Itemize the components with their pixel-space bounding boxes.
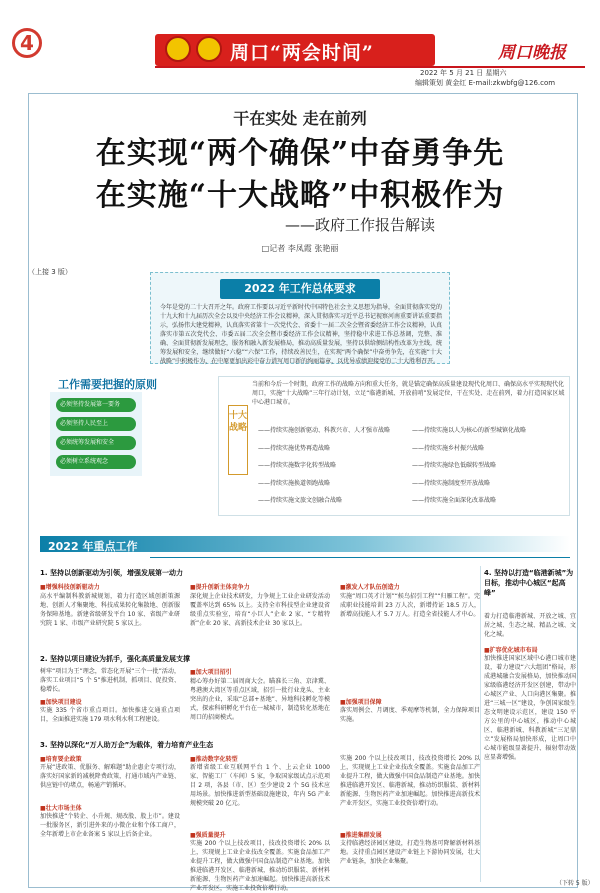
strategy-item: ——持续实施创新驱动、科教兴市、人才强市战略 (258, 427, 391, 434)
principle-item: 必须坚持人民至上 (56, 417, 136, 431)
strategy-item: ——持续实施换道领跑战略 (258, 480, 331, 487)
body-text: 加快推进“个转企、小升规、规改股、股上市”。建设一批服务区，新引进外来的小微企业和个体工商户，全年新增上市企业备案 5 家以上后备企业。 (40, 813, 180, 838)
national-emblem-icon (165, 36, 191, 62)
body-text: 实施 200 个以上技改项目，技改投资增长 20% 以上，实现规上工业企业技改全覆盖。实施食品加工产业提升工程，做大做强中国食品制造产业基地。加快推进临港开发区、临港新城，推动纺织服装、新材料新能源、生物医药产业加速崛起。加快推进高新技术产业开发区，实施工业投资倍增行动。 (340, 755, 480, 807)
continued-from-note: （上接 3 版） (28, 268, 72, 276)
byline: □记者 李凤霞 张艳丽 (261, 244, 339, 253)
strategy-item: ——持续实施乡村振兴战略 (412, 445, 485, 452)
body-text: 树牢“项目为王”理念，常态化开展“三个一批”活动，落实工业项目“5 个 5”推进机制，抓项目、促投资、稳增长。 (40, 668, 180, 693)
body-text: 实施“周口英才计划”“候鸟招引工程”“归雁工程”。完成职业技能培训 23 万人次，新增持证 18.5 万人，新增高技能人才 5.7 万人。打造全省技能人才中心。 (340, 593, 480, 618)
subheading: ■强质量提升 (190, 832, 226, 839)
headline-line-1: 在实现“两个确保”中奋勇争先 (95, 136, 505, 171)
continued-to-note: （下转 5 版） (556, 880, 594, 887)
headline-line-2: 在实施“十大战略”中积极作为 (95, 178, 505, 213)
header-rule (155, 66, 585, 68)
editor-credits: 编辑策划 黄金红 E-mail:zkwbfg@126.com (415, 79, 556, 87)
subheading: ■壮大市场主体 (40, 805, 82, 812)
principle-item: 必须树立系统观念 (56, 455, 136, 469)
body-text: 支持临港经济园区建设，打造生物基可降解新材料基地。支持重点园区建设产业链上下游协同发展，壮大产业链条，加快企业集聚。 (340, 840, 480, 865)
body-text: 高水平编制科教新城规划，着力打造区域创新策源地、创新人才集聚地、科技成果转化集散地、创新服务保障基地。新建省级研发平台 10 家、省级产业研究院 1 家、市级产业研究院 5 家以上。 (40, 593, 180, 627)
article-kicker: 干在实处 走在前列 (233, 109, 367, 128)
section-4-column (484, 568, 576, 814)
page-number-badge: 4 (12, 28, 42, 58)
key-work-rule (150, 557, 570, 558)
strategy-item: ——持续实施优势再造战略 (258, 445, 331, 452)
strategies-intro: 当前和今后一个时期，政府工作的战略方向和重大任务，就是锚定确保高质量建设现代化周口、确保高水平实现现代化周口，实施“十大战略”三年行动计划，立足“临港新城、开放前哨”发展定位，干在实处、走在前列，着力打造国家区域中心港口城市。 (252, 381, 565, 406)
summary-badge: 2022 年工作总体要求 (220, 279, 380, 299)
body-text: 新增省级工业互联网平台 1 个、上云企业 1000 家、智能工厂（车间）5 家，争取国家级试点示范项目 2 项，各县（市、区）至少建设 2 个 5G 技术应用场景。加快推进新型基础设施建设，年内 5G 产业规模突破 20 亿元。 (190, 764, 330, 807)
strategy-item: ——持续实施绿色低碳转型战略 (412, 462, 497, 469)
body-text: 落实周例会、月调度、季观摩等机制，全力保障项目实施。 (340, 707, 480, 723)
subheading: ■加大项目招引 (190, 669, 232, 676)
section-title: 周口“两会时间” (230, 42, 374, 64)
strategy-item: ——持续实施文旅文创融合战略 (258, 497, 343, 504)
subheading: ■增强科技创新驱动力 (40, 584, 100, 591)
body-text: 加快推进国家区域中心港口城市建设，着力建设“六大组团”格局，形成港城融合发展格局，加快推动国家级临港经济开发区创建，带动中心城区产业、人口向港区集聚。推进“三城一区”建设，争创国家级生态文明建设示范区，建设 150 平方公里的中心城区，推动中心城区、临港新城、科教新城“三足鼎立”发展格局加快形成，让周口中心城市能级显著提升、辐射带动效应显著增强。 (484, 655, 576, 761)
principle-item: 必须坚持发展第一要务 (56, 398, 136, 412)
strategies-label: 十大战略 (228, 405, 248, 475)
summary-text: 今年是党的二十大召开之年。政府工作要以习近平新时代中国特色社会主义思想为指导，全面贯彻落实党的十九大和十九届历次全会以及中央经济工作会议精神，深入贯彻落实习近平总书记视察河南重要讲话重要指示，弘扬伟大建党精神，认真落实省第十一次党代会、省委十一届二次全会暨省委经济工作会议精神，认真落实市第五次党代会、市委五届二次全会暨市委经济工作会议精神，坚持稳中求进工作总基调，完整、准确、全面贯彻新发展理念，服务和融入新发展格局，推动高质量发展，坚持以供给侧结构性改革为主线，统筹发展和安全，继续做好“六稳”“六保”工作，持续改善民生，在实现“两个确保”中奋勇争先，在实施“十大战略”中积极作为，在中原更加出彩中奋力谱写周口新的绚丽篇章，以优异成绩迎接党的二十大胜利召开。 (160, 304, 443, 365)
article-subtitle: ——政府工作报告解读 (284, 216, 435, 234)
subheading: ■推进集群发展 (340, 832, 382, 839)
key-work-title: 2022 年重点工作 (48, 540, 138, 553)
cppcc-emblem-icon (196, 36, 222, 62)
newspaper-logo: 周口晚报 (498, 43, 566, 63)
principles-title: 工作需要把握的原则 (58, 378, 157, 391)
column-separator (480, 566, 481, 882)
strategy-item: ——持续实施以人为核心的新型城镇化战略 (412, 427, 527, 434)
body-text: 实施 200 个以上技改项目，技改投资增长 20% 以上，实现规上工业企业技改全覆盖。实施食品加工产业提升工程，做大做强中国食品制造产业基地。加快推进临港开发区、临港新城，推动纺织服装、新材料新能源、生物医药产业加速崛起。加快推进高新技术产业开发区，实施工业投资倍增行动。 (190, 840, 330, 892)
subheading: ■提升创新主体竞争力 (190, 584, 250, 591)
strategy-item: ——持续实施数字化转型战略 (258, 462, 337, 469)
body-text: 深化规上企业技术研发，力争规上工业企业研发活动覆盖率达到 65% 以上。支持全市科技型企业建设省级重点实验室，培育“小巨人”企业 2 家、“专精特新”企业 20 家、高新技术企业 30 家以上。 (190, 593, 330, 627)
issue-date: 2022 年 5 月 21 日 星期六 (420, 69, 507, 77)
body-text: 着力打造临港新城、开放之城、宜居之城、生态之城、精品之城、文化之城。 (484, 613, 576, 638)
strategy-item: ——持续实施制度型开放战略 (412, 480, 491, 487)
body-text: 开展“进政策、优服务、解难题”助企惠企专项行动，落实好国家新的减税降费政策，打通市域内产业链、供应链中的堵点，畅通产销循环。 (40, 764, 180, 789)
subheading: ■激发人才队伍创造力 (340, 584, 400, 591)
subheading: ■推动数字化转型 (190, 756, 238, 763)
principle-item: 必须统筹发展和安全 (56, 436, 136, 450)
subheading: ■扩容优化城市布局 (484, 647, 538, 654)
subheading: ■加快项目建设 (40, 699, 82, 706)
body-text: 精心筹办好第二届周商大会。瞄准长三角、京津冀、粤港澳大湾区等重点区域，招引一批行业龙头、主业突出的企业，采取“总部+基地”、异地科技孵化等模式，探索科研孵化平台在一城城市，制造转化基地在周口的招商模式。 (190, 678, 330, 721)
strategy-item: ——持续实施全面深化改革战略 (412, 497, 497, 504)
section-heading: 1. 坚持以创新驱动为引领，增强发展第一动力 (40, 569, 183, 577)
section-heading: 4. 坚持以打造“临港新城”为目标，推动中心城区“起高峰” (484, 569, 574, 597)
section-heading: 2. 坚持以项目建设为抓手，强化高质量发展支撑 (40, 655, 190, 663)
subheading: ■加强项目保障 (340, 699, 382, 706)
section-heading: 3. 坚持以深化“万人助万企”为载体，着力培育产业生态 (40, 741, 214, 749)
subheading: ■培育要企政策 (40, 756, 82, 763)
body-text: 实施 335 个省市重点项目。加快推进交通重点项目，全面推进实施 179 项水利水利工程建设。 (40, 707, 180, 723)
